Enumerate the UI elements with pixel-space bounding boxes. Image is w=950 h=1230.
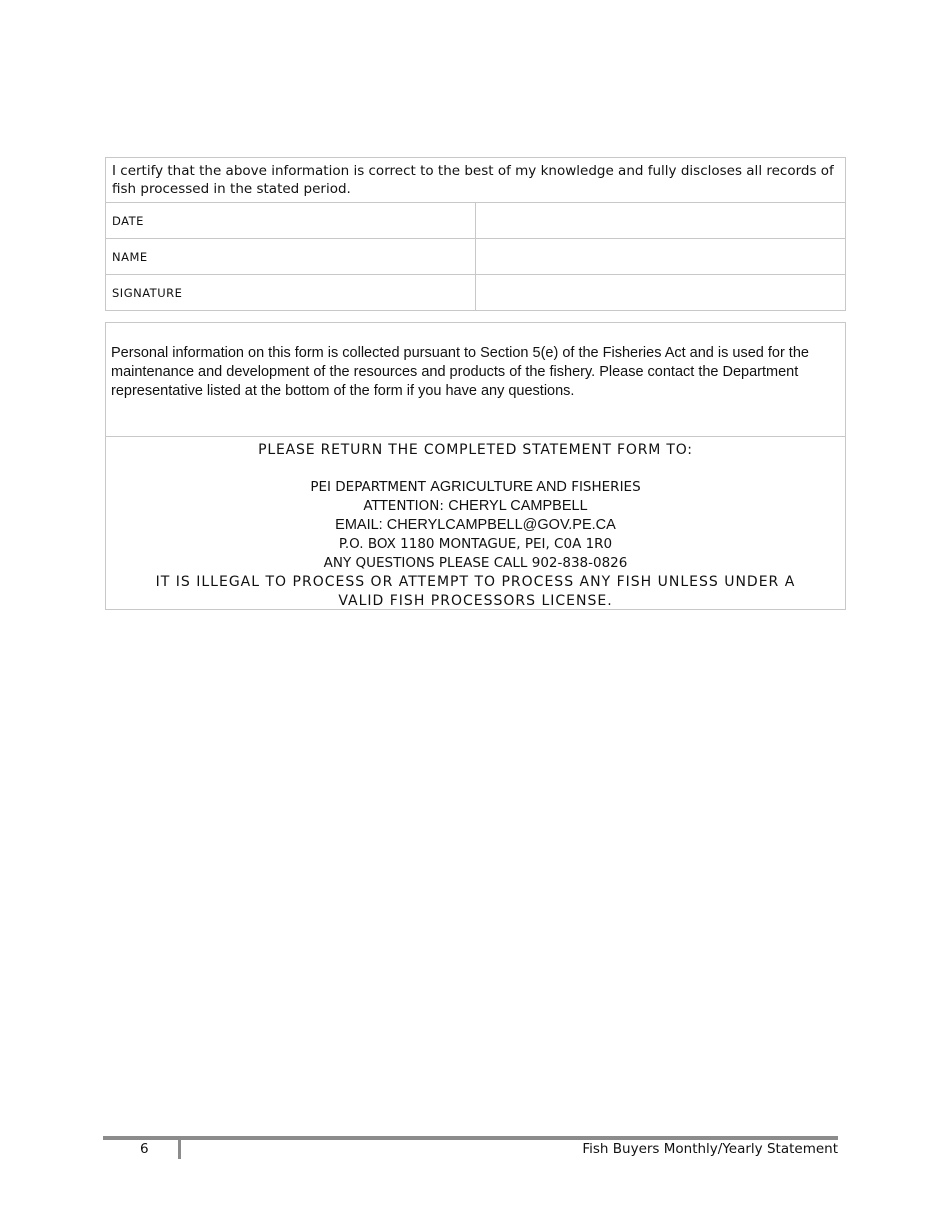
privacy-notice: Personal information on this form is collected pursuant to Section 5(e) of the Fisheries Act and is used for the maintenance and development of the resources and products of the fishery. Please contact the Department representative listed at the bottom of the form if you have any questions. (106, 323, 845, 437)
department-line (106, 478, 845, 497)
department-suffix: FISHERIES (571, 479, 641, 495)
date-label: DATE (106, 203, 476, 239)
certification-table (105, 157, 846, 311)
footer-divider (178, 1140, 181, 1159)
department-middle: AGRICULTURE AND (430, 479, 567, 495)
return-heading: PLEASE RETURN THE COMPLETED STATEMENT FORM TO: (258, 442, 693, 458)
signature-label: SIGNATURE (106, 275, 476, 311)
attention-prefix: ATTENTION: (363, 498, 444, 514)
certification-statement-row (106, 158, 846, 203)
certification-statement: I certify that the above information is correct to the best of my knowledge and fully discloses all records of fish processed in the stated period. (106, 158, 846, 203)
name-label: NAME (106, 239, 476, 275)
footer-rule (103, 1136, 838, 1140)
attention-name: CHERYL CAMPBELL (448, 498, 588, 514)
name-row (106, 239, 846, 275)
date-row (106, 203, 846, 239)
return-instructions (106, 438, 845, 611)
attention-line (106, 497, 845, 516)
email-line: EMAIL: CHERYLCAMPBELL@GOV.PE.CA (335, 517, 616, 533)
license-warning: IT IS ILLEGAL TO PROCESS OR ATTEMPT TO PROCESS ANY FISH UNLESS UNDER A VALID FISH PROCESSORS LICENSE. (155, 574, 796, 609)
signature-row (106, 275, 846, 311)
department-prefix: PEI DEPARTMENT (310, 479, 426, 495)
phone-line: ANY QUESTIONS PLEASE CALL 902-838-0826 (323, 555, 628, 571)
address-line: P.O. BOX 1180 MONTAGUE, PEI, C0A 1R0 (338, 536, 613, 552)
date-field[interactable] (476, 203, 846, 239)
info-box (105, 322, 846, 610)
signature-field[interactable] (476, 275, 846, 311)
page-number: 6 (140, 1141, 149, 1157)
footer-title: Fish Buyers Monthly/Yearly Statement (582, 1141, 838, 1157)
name-field[interactable] (476, 239, 846, 275)
